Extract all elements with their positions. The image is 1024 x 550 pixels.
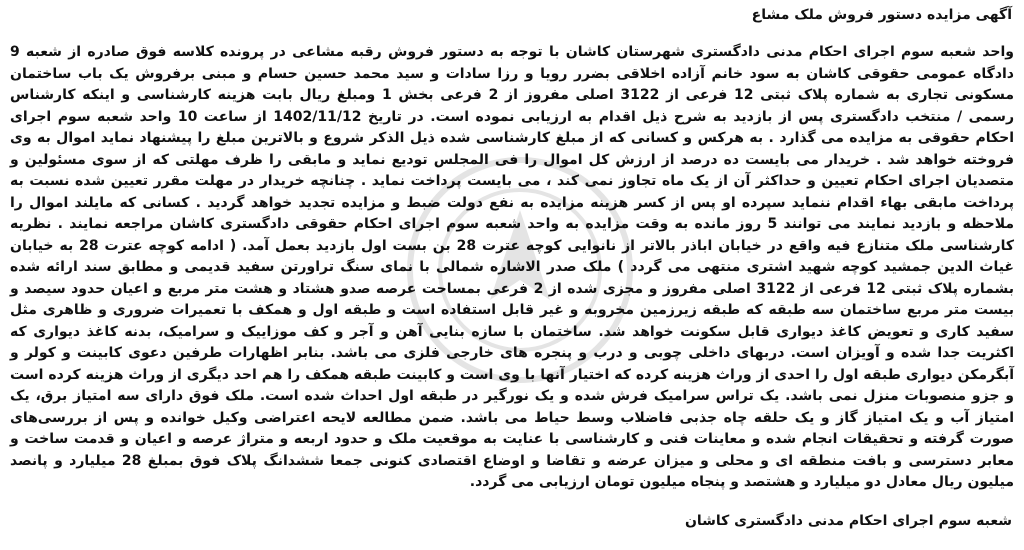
notice-document: [8, 4, 1016, 544]
notice-body: واحد شعبه سوم اجرای احکام مدنی دادگستری شهرستان کاشان با توجه به دستور فروش رقبه مشاعی در پرونده کلاسه فوق صادره از شعبه 9 دادگاه عمومی حقوقی کاشان به سود خانم آزاده اخلاقی بضرر رویا و رزا سادات و سید محمد حسین حسام و مبنی برفروش یک باب ساختمان مسکونی تجاری به شماره پلاک ثبتی 12 فرعی از 3122 اصلی مفروز از 2 فرعی بخش 1 ومبلغ ریال بابت هزینه کارشناسی و اینکه کارشناس رسمی / منتخب دادگستری پس از بازدید به شرح ذیل اقدام به ارزیابی نموده است. در تاریخ 1402/11/12 از ساعت 10 واحد شعبه سوم اجرای احکام حقوقی به مزایده می گذارد . به هرکس و کسانی که از مبلغ کارشناسی شده ذیل الذکر شروع و بالاترین مبلغ را پیشنهاد نماید اموال به وی فروخته خواهد شد . خریدار می بایست ده درصد از ارزش کل اموال را فی المجلس تودیع نماید و مابقی را ظرف مهلتی که از سوی مسئولین و متصدیان اجرای احکام تعیین و حداکثر آن از یک ماه تجاوز نمی کند ، می بایست پرداخت نماید . چنانچه خریدار در مهلت مقرر تعیین شده نسبت به پرداخت مابقی بهاء اقدام ننماید سپرده او پس از کسر هزینه مزایده به نفع دولت ضبط و مزایده تجدید خواهد گردید . کسانی که مایلند اموال را ملاحظه و بازدید نمایند می توانند 5 روز مانده به وقت مزایده به واحد شعبه سوم اجرای احکام حقوقی دادگستری کاشان مراجعه نمایند . نظریه کارشناسی ملک متنازع فیه واقع در خیابان اباذر بالاتر از نانوایی کوچه عترت 28 بن بست اول بازدید بعمل آمد. ( ادامه کوچه عترت 28 به خیابان غیاث الدین جمشید کوچه شهید اشتری منتهی می گردد ) ملک صدر الاشاره شمالی با نمای سنگ تراورتن سفید قدیمی و مطابق سند ارائه شده بشماره پلاک ثبتی 12 فرعی از 3122 اصلی مفروز و مجزی شده از 2 فرعی بمساحت عرصه صدو هشتاد و هشت متر مربع و اعیان حدود سیصد و بیست متر مربع ساختمان سه طبقه که طبقه زیرزمین مخروبه و غیر قابل استفاده است و طبقه اول و همکف با تعمیرات ضروری و ظاهری مثل سفید کاری و تعویض کاغذ دیواری قابل سکونت خواهد شد. ساختمان با سازه بنایی آهن و آجر و کف موزاییک و سرامیک، بدنه کاغذ دیواری که اکثریت جدا شده و آویزان است. دربهای داخلی چوبی و درب و پنجره های خارجی فلزی می باشد. بنابر اظهارات طرفین دعوی کابینت و کولر و آبگرمکن دیواری طبقه اول را احدی از وراث هزینه کرده که اختیار آنها با وی است و کابینت طبقه همکف را هم احد دیگری از وراث هزینه کرده است و جزو منصوبات منزل نمی باشد. یک تراس سرامیک فرش شده و یک نورگیر در طبقه اول احداث شده است. ملک فوق دارای سه امتیاز برق، یک امتیاز آب و یک امتیاز گاز و یک حلقه چاه جذبی فاضلاب وسط حیاط می باشد. ضمن مطالعه لایحه اعتراضی وکیل خوانده و پس از بررسی‌های صورت گرفته و تحقیقات انجام شده و معاینات فنی و کارشناسی با عنایت به موقعیت ملک و حدود اربعه و متراژ عرصه و اعیان و قدمت ساخت و معابر دسترسی و بافت منطقه ای و محلی و میزان عرضه و تقاضا و اوضاع اقتصادی کنونی جمعا ششدانگ پلاک فوق بمبلغ 28 میلیارد و پانصد میلیون ریال معادل دو میلیارد و هشتصد و پنجاه میلیون تومان ارزیابی می گردد.: [10, 44, 1014, 490]
notice-title: آگهی مزایده دستور فروش ملک مشاع: [751, 7, 1012, 23]
notice-footer-signature: شعبه سوم اجرای احکام مدنی دادگستری کاشان: [684, 513, 1012, 529]
